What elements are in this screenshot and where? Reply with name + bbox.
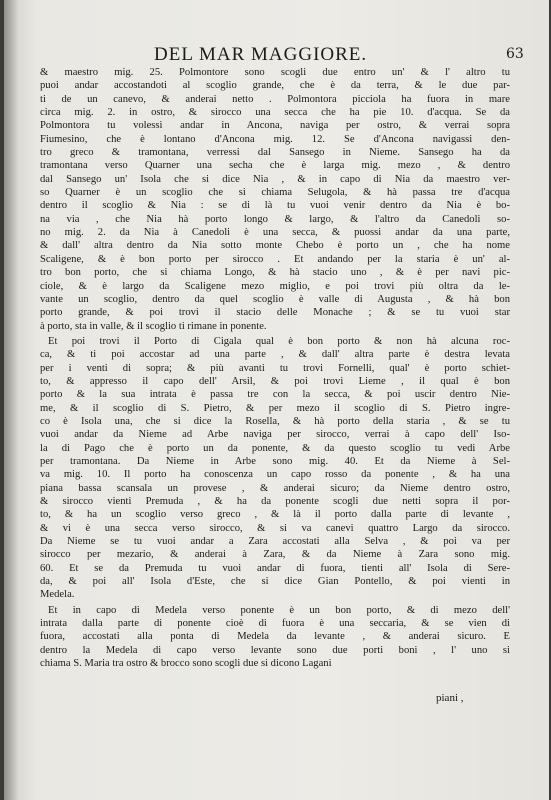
paragraph [40,66,510,333]
text-line: per i venti di sopra; & più avanti tu trovi Fornelli, qual' è porto schiet- [40,362,510,374]
text-line: me, & il scoglio di S. Pietro, & per mezo il scoglio di S. Pietro ingre- [40,402,510,414]
text-line: tramontana verso Quarner una secha che è larga mig. mezo , & dentro [40,160,510,172]
text-line: to, & appresso il capo dell' Arsil, & poi trovi Lieme , il qual è bon [40,375,510,387]
text-line: va mig. 10. Il porto ha conoscenza un capo rosso da ponente , & ha una [40,469,510,481]
text-line: puoi andar accostandoti al scoglio grande, che è da terra, & le due par- [40,80,510,92]
text-line: Medela. [40,589,75,601]
text-line: so Quarner è un scoglio che si chiama Selugola, & hà passa tre d'acqua [40,187,510,199]
text-line: dentro la Medela di capo verso levante sono due porti boni , l' uno si [40,644,510,656]
text-line: Fiumesino, che è lontano d'Ancona mig. 12. Se d'Ancona navigassi den- [40,133,510,145]
text-line: tro greco & tramontana, verressi dal Sansego in Nieme. Sansego ha da [40,147,510,159]
text-line: Polmontora tu volessi andar in Ancona, naviga per ostro, & verrai sopra [40,120,510,132]
body-text [40,66,510,670]
page-number: 63 [506,46,524,62]
text-line: & vi è una secca verso sirocco, & si va canevi quattro Largo da sirocco. [40,522,510,534]
text-line: ciole, & è largo da Scaligene mezo miglio, e poi trovi più oltra da le- [40,280,510,292]
text-line: to, & ha un scoglio verso greco , & là il porto dalla parte di levante , [40,509,510,521]
running-head [4,44,549,68]
text-line: à porto, sta in valle, & il scoglio ti rimane in ponente. [40,320,267,332]
text-line: na via , che Nia hà porto longo & largo, & l'altro da Canedoli so- [40,213,510,225]
text-line: Et poi trovi il Porto di Cigala qual è bon porto & non hà alcuna roc- [48,335,510,347]
book-page [4,0,549,800]
text-line: vuoi andar da Nieme ad Arbe naviga per sirocco, verrai à capo dell' Iso- [40,429,510,441]
text-line: circa mig. 2. in ostro, & sirocco una secca che ha pie 10. d'acqua. Se da [40,107,510,119]
text-line: & dall' altra dentro da Nia sotto monte Chebo è porto un , che ha nome [40,240,510,252]
text-line: chiama S. Maria tra ostro & brocco sono scogli due si dicono Lagani [40,658,332,670]
text-line: Scaligene, & è bon porto per sirocco . Et andando per la staria è un' al- [40,253,510,265]
text-line: dal Sansego un' Isola che si dice Nia , & in capo di Nia da maestro ver- [40,173,510,185]
text-line: fuora, accostati alla ponta di Medela da levante , & anderai sicuro. E [40,631,510,643]
catchword: piani , [436,692,464,704]
text-line: sirocco per mezario, & anderai à Zara, & da Nieme à Zara sono mig. [40,549,510,561]
paragraph [40,335,510,602]
text-line: tro bon porto, che si chiama Longo, & hà stacio uno , & è per navi pic- [40,267,510,279]
running-title: DEL MAR MAGGIORE. [154,44,368,65]
text-line: vante un scoglio, dentro da quel scoglio è valle di Augusta , & hà bon [40,293,510,305]
text-line: dentro il scoglio & Nia : se di là tu vuoi venir dentro da Nia è bo- [40,200,510,212]
text-line: ca, & ti poi accostar ad una parte , & dall' altra parte è destra levata [40,349,510,361]
paragraph [40,604,510,671]
text-line: per tramontana. Da Nieme in Arbe sono mig. 40. Et da Nieme à Sel- [40,455,510,467]
text-line: da, & poi all' Isola d'Este, che si dice Gian Pontello, & poi vienti in [40,576,510,588]
text-line: la di Pago che è porto un da ponente, & da questo scoglio tu vedi Arbe [40,442,510,454]
text-line: porto grande, & poi trovi il stacio delle Monache ; & se tu vuoi star [40,307,510,319]
text-line: Et in capo di Medela verso ponente è un bon porto, & di mezo dell' [48,604,510,616]
text-line: co è Isola una, che si dice la Rosella, & hà porto della staria , & se tu [40,415,510,427]
text-line: & maestro mig. 25. Polmontore sono scogli due entro un' & l' altro tu [40,67,510,78]
text-line: porto & la sua intrata è passa tre con la secca, & poi uscir dentro Nie- [40,389,510,401]
text-line: Da Nieme se tu vuoi andar a Zara accostati alla Selva , & poi va per [40,536,510,548]
text-line: ti de un canevo, & anderai netto . Polmontora picciola ha fuora in mare [40,93,510,105]
text-line: no mig. 2. da Nia à Canedoli è una secca, & puossi andar da una parte, [40,227,510,239]
binding-gutter [4,0,18,800]
text-line: piana bassa scansala un provese , & anderai sicuro; da Nieme dentro ostro, [40,482,510,494]
text-line: 60. Et se da Premuda tu vuoi andar di fuora, tienti all' Isola di Sere- [40,562,510,574]
text-line: intrata dalla parte di ponente cioè di fuora è una seccaria, & se vien di [40,618,510,630]
text-line: & sirocco vienti Premuda , & ha da ponente scogli due netti sopra il por- [40,496,510,507]
